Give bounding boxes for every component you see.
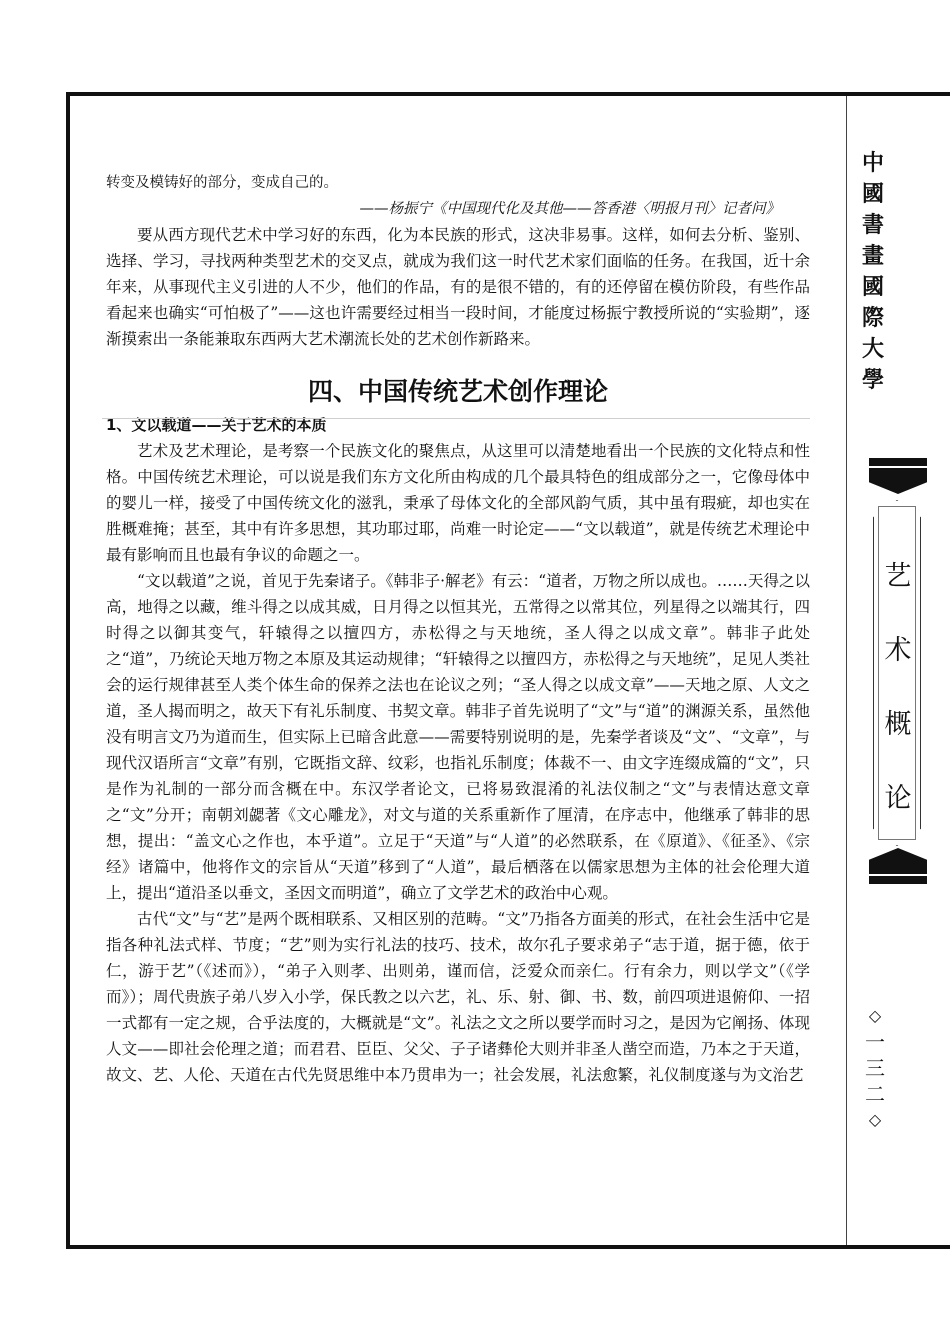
school-char: 國 [861, 182, 884, 207]
school-char: 書 [861, 213, 884, 238]
book-title-char: 术 [884, 635, 912, 666]
page-number-char: 一 [865, 1030, 885, 1054]
diamond-icon: ◇ [868, 1110, 882, 1129]
section-title: 四、中国传统艺术创作理论 [307, 377, 608, 406]
sidebar-bar-top [869, 458, 927, 466]
intro-paragraph: 要从西方现代艺术中学习好的东西，化为本民族的形式，这决非易事。这样，如何去分析、鉴别、选择、学习，寻找两种类型艺术的交叉点，就成为我们这一时代艺术家们面临的任务。在我国，近十余年来，从事现代主义引进的人不少，他们的作品，有的是很不错的，有的还停留在模仿阶段，有些作品看起来也确实“可怕极了”——这也许需要经过相当一段时间，才能度过杨振宁教授所说的“实验期”，逐渐摸索出一条能兼取东西两大艺术潮流长处的艺术创作新路来。 [106, 226, 810, 348]
book-title-char: 艺 [884, 561, 912, 592]
school-char: 國 [861, 275, 884, 300]
page-number-char: 三 [865, 1056, 885, 1080]
school-char: 大 [861, 337, 884, 362]
diamond-icon: ◇ [868, 1006, 882, 1025]
body-paragraph: “文以载道”之说，首见于先秦诸子。《韩非子·解老》有云：“道者，万物之所以成也。……天得之以高，地得之以藏，维斗得之以成其威，日月得之以恒其光，五常得之以常其位，列星得之以端其行，四时得之以御其变气，轩辕得之以擅四方，赤松得之与天地统，圣人得之以成文章”。韩非子此处之“道”，乃统论天地万物之本原及其运动规律；“轩辕得之以擅四方，赤松得之与天地统”，足见人类社会的运行规律甚至人类个体生命的保养之法也在论议之列；“圣人得之以成文章”——天地之原、人文之道，圣人揭而明之，故天下有礼乐制度、书契文章。韩非子首先说明了“文”与“道”的渊源关系，虽然他没有明言文乃为道而生，但实际上已暗含此意——需要特别说明的是，先秦学者谈及“文”、“文章”，与现代汉语所言“文章”有别，它既指文辞、纹彩，也指礼乐制度；体裁不一、由文字连缀成篇的“文”，只是作为礼制的一部分而含概在中。东汉学者论文，已将易致混淆的礼法仪制之“文”与表情达意文章之“文”分开；南朝刘勰著《文心雕龙》，对文与道的关系重新作了厘清，在序志中，他继承了韩非的思想，提出：“盖文心之作也，本乎道”。立足于“天道”与“人道”的必然联系，在《原道》、《征圣》、《宗经》诸篇中，他将作文的宗旨从“天道”移到了“人道”，最后栖落在以儒家思想为主体的社会伦理大道上，提出“道沿圣以垂文，圣因文而明道”，确立了文学艺术的政治中心观。 [106, 572, 810, 902]
book-title [870, 540, 926, 836]
sidebar-bar-bottom [869, 876, 927, 884]
quote-source: ——杨振宁《中国现代化及其他——答香港〈明报月刊〉记者问》 [359, 201, 780, 217]
page-number [860, 1003, 890, 1133]
school-char: 畫 [861, 244, 884, 269]
school-char: 際 [861, 306, 884, 331]
subsection-title: 1、文以载道——关于艺术的本质 [106, 416, 327, 434]
page-number-char: 二 [865, 1082, 885, 1106]
sidebar-divider [846, 96, 847, 1245]
book-title-char: 论 [884, 783, 912, 814]
book-title-char: 概 [884, 709, 912, 740]
school-char: 中 [861, 151, 884, 176]
school-name [858, 148, 888, 396]
section-title-rule [102, 418, 810, 419]
quote-line: 转变及模铸好的部分，变成自己的。 [106, 175, 338, 191]
body-paragraph: 艺术及艺术理论，是考察一个民族文化的聚焦点，从这里可以清楚地看出一个民族的文化特点和性格。中国传统艺术理论，可以说是我们东方文化所由构成的几个最具特色的组成部分之一，它像母体中的婴儿一样，接受了中国传统文化的滋乳，秉承了母体文化的全部风韵气质，其中虽有瑕疵，却也实在胜概难掩；甚至，其中有许多思想，其功耶过耶，尚难一时论定——“文以载道”，就是传统艺术理论中最有影响而且也最有争议的命题之一。 [106, 442, 810, 564]
main-text [106, 170, 810, 1088]
body-paragraph: 古代“文”与“艺”是两个既相联系、又相区别的范畴。“文”乃指各方面美的形式，在社会生活中它是指各种礼法式样、节度；“艺”则为实行礼法的技巧、技术，故尔孔子要求弟子“志于道，据于德，依于仁，游于艺”（《述而》），“弟子入则孝、出则弟，谨而信，泛爱众而亲仁。行有余力，则以学文”（《学而》）；周代贵族子弟八岁入小学，保氏教之以六艺，礼、乐、射、御、书、数，前四项进退俯仰、一招一式都有一定之规，合乎法度的，大概就是“文”。礼法之文之所以要学而时习之，是因为它阐扬、体现人文——即社会伦理之道；而君君、臣臣、父父、子子诸彝伦大则并非圣人凿空而造，乃本之于天道，故文、艺、人伦、天道在古代先贤思维中本乃贯串为一；社会发展，礼法愈繁，礼仪制度遂与为文治艺 [106, 910, 810, 1084]
school-char: 學 [861, 368, 884, 393]
